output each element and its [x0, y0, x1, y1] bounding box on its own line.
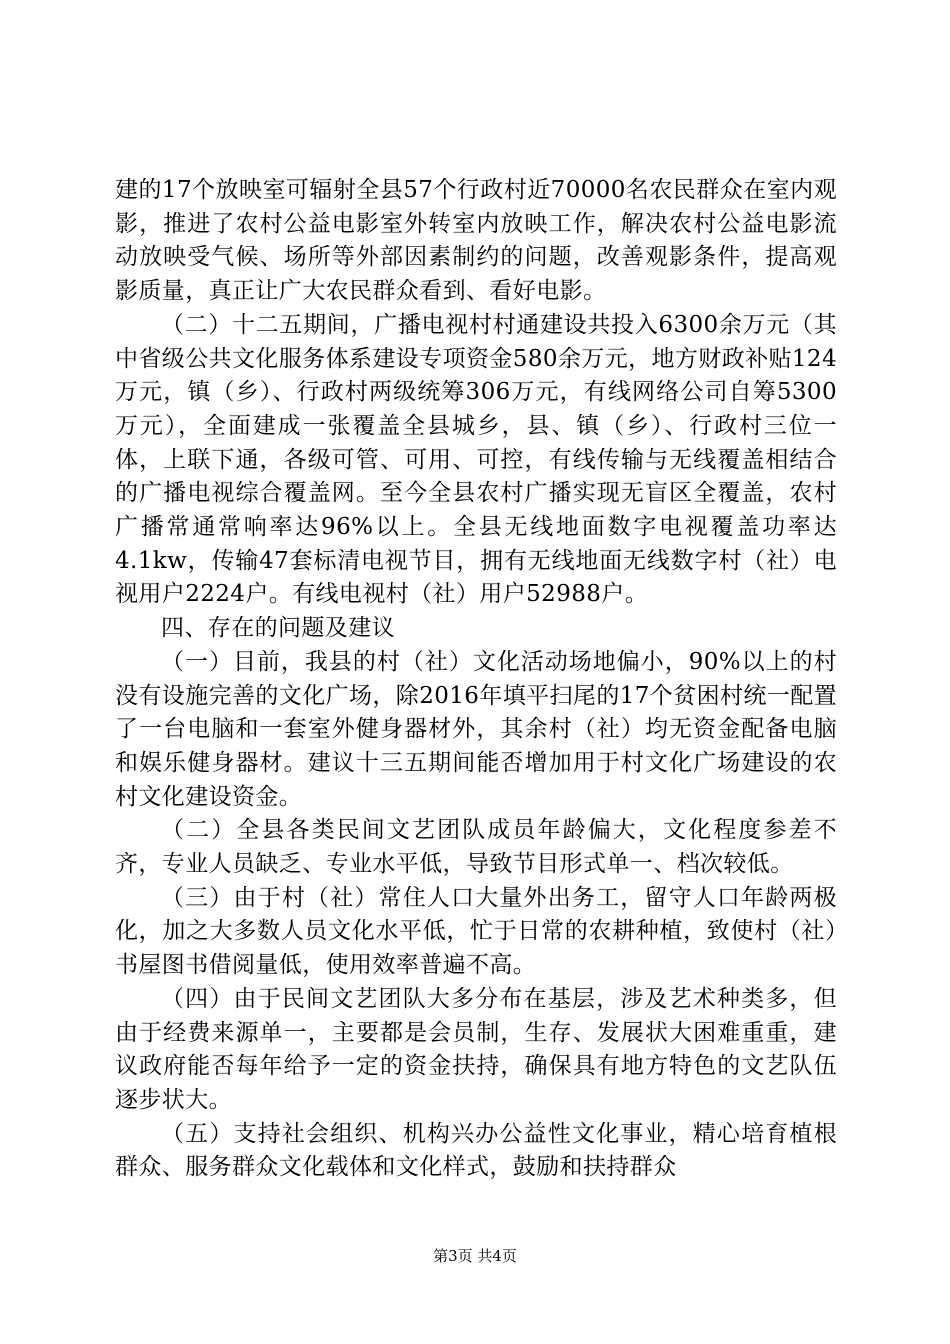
paragraph-4: （二）全县各类民间文艺团队成员年龄偏大，文化程度参差不齐，专业人员缺乏、专业水平低，导致节目形式单一、档次较低。	[115, 817, 837, 878]
paragraph-5: （三）由于村（社）常住人口大量外出务工，留守人口年龄两极化，加之大多数人员文化水平低，忙于日常的农耕种植，致使村（社）书屋图书借阅量低，使用效率普遍不高。	[115, 884, 837, 979]
paragraph-2: （二）十二五期间，广播电视村村通建设共投入6300余万元（其中省级公共文化服务体系建设专项资金580余万元，地方财政补贴124万元，镇（乡）、行政村两级统筹306万元，有线网络公司自筹5300万元），全面建成一张覆盖全县城乡，县、镇（乡）、行政村三位一体，上联下通，各级可管、可用、可控，有线传输与无线覆盖相结合的广播电视综合覆盖网。至今全县农村广播实现无盲区全覆盖，农村广播常通常响率达96%以上。全县无线地面数字电视覆盖功率达4.1kw，传输47套标清电视节目，拥有无线地面无线数字村（社）电视用户2224户。有线电视村（社）用户52988户。	[115, 311, 837, 608]
paragraph-7: （五）支持社会组织、机构兴办公益性文化事业，精心培育植根群众、服务群众文化载体和文化样式，鼓励和扶持群众	[115, 1120, 837, 1181]
paragraph-3: （一）目前，我县的村（社）文化活动场地偏小，90%以上的村没有设施完善的文化广场，除2016年填平扫尾的17个贫困村统一配置了一台电脑和一套室外健身器材外，其余村（社）均无资金配备电脑和娱乐健身器材。建议十三五期间能否增加用于村文化广场建设的农村文化建设资金。	[115, 648, 837, 810]
paragraph-1: 建的17个放映室可辐射全县57个行政村近70000名农民群众在室内观影，推进了农村公益电影室外转室内放映工作，解决农村公益电影流动放映受气候、场所等外部因素制约的问题，改善观影条件，提高观影质量，真正让广大农民群众看到、看好电影。	[115, 177, 837, 305]
paragraph-6: （四）由于民间文艺团队大多分布在基层，涉及艺术种类多，但由于经费来源单一，主要都是会员制，生存、发展状大困难重重，建议政府能否每年给予一定的资金扶持，确保具有地方特色的文艺队伍逐步状大。	[115, 985, 837, 1113]
document-body	[115, 174, 837, 1185]
page-number-footer: 第3页 共4页	[433, 1247, 517, 1265]
section-heading: 四、存在的问题及建议	[161, 615, 395, 642]
